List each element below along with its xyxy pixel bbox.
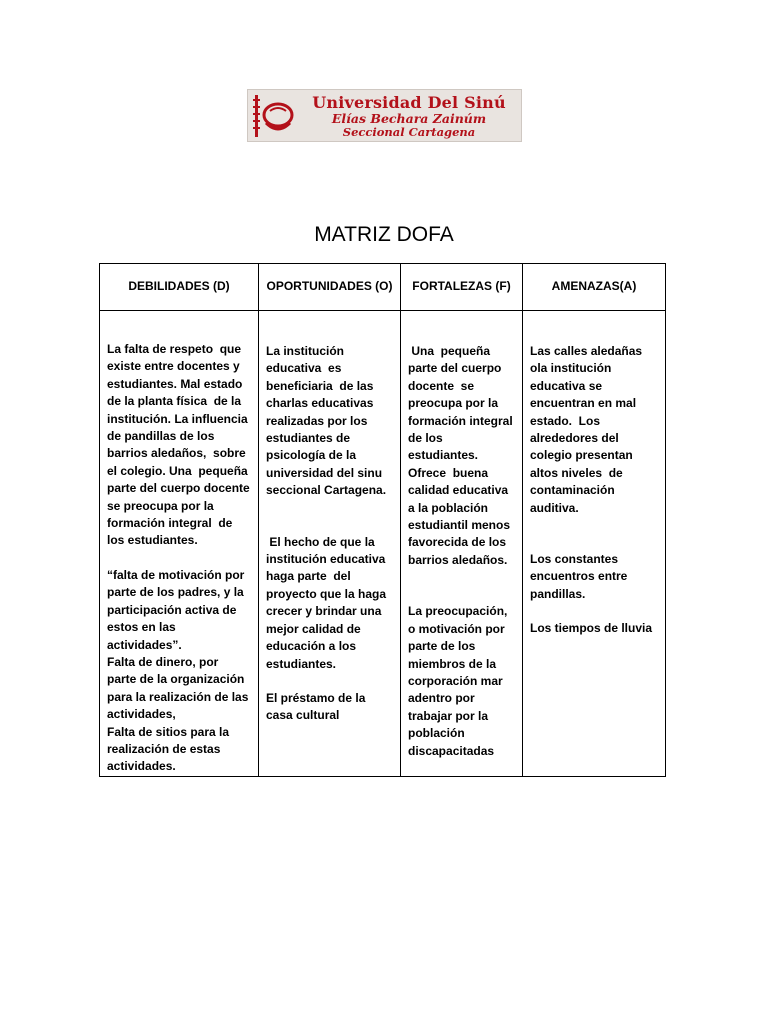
oportunidades-paragraph: La institución educativa es beneficiaria de las charlas educativas realizadas por los estudiantes de psicología de la universidad del sinu seccional Cartagena. <box>266 344 387 498</box>
dofa-matrix-table <box>99 263 666 777</box>
logo-university-name: Universidad Del Sinú <box>312 93 506 112</box>
logo-founder-name: Elías Bechara Zainúm <box>331 111 487 126</box>
oportunidades-paragraph: El hecho de que la institución educativa haga parte del proyecto que la haga crecer y brindar una mejor calidad de educación a los estudiantes. <box>266 534 390 671</box>
table-header-row <box>100 264 666 311</box>
table-row <box>100 311 666 777</box>
university-emblem-icon <box>252 93 296 139</box>
header-amenazas: AMENAZAS(A) <box>523 264 666 311</box>
cell-oportunidades <box>259 311 401 777</box>
page-title: MATRIZ DOFA <box>314 223 454 246</box>
university-logo <box>247 89 522 142</box>
header-fortalezas: FORTALEZAS (F) <box>401 264 523 311</box>
logo-campus-name: Seccional Cartagena <box>342 124 476 139</box>
debilidades-paragraph: La falta de respeto que existe entre docentes y estudiantes. Mal estado de la planta física de la institución. La influencia de pandillas de los barrios aledaños, sobre el colegio. Una pequeña parte del cuerpo docente se preocupa por la formación integral de los estudiantes. <box>107 342 257 548</box>
header-oportunidades: OPORTUNIDADES (O) <box>259 264 401 311</box>
header-debilidades: DEBILIDADES (D) <box>100 264 259 311</box>
logo-text <box>298 92 520 138</box>
cell-amenazas <box>523 311 666 777</box>
amenazas-paragraph: Los tiempos de lluvia <box>530 621 653 636</box>
cell-fortalezas <box>401 311 523 777</box>
amenazas-paragraph: Los constantes encuentros entre pandillas. <box>530 552 631 601</box>
oportunidades-paragraph: El préstamo de la casa cultural <box>266 690 369 723</box>
fortalezas-paragraph: La preocupación, o motivación por parte de los miembros de la corporación mar adentro por trabajar por la población discapacitadas <box>408 604 511 758</box>
amenazas-paragraph: Las calles aledañas ola institución educativa se encuentran en mal estado. Los alrededores del colegio presentan altos niveles de contaminación auditiva. <box>530 344 646 515</box>
cell-debilidades <box>100 311 259 777</box>
debilidades-paragraph: “falta de motivación por parte de los padres, y la participación activa de estos en las actividades”. Falta de dinero, por parte de la organización para la realización de las actividades, Falta de sitios para la realización de estas actividades. <box>107 567 249 774</box>
fortalezas-paragraph: Una pequeña parte del cuerpo docente se preocupa por la formación integral de los estudiantes. Ofrece buena calidad educativa a la población estudiantil menos favorecida de los barrios aledaños. <box>408 344 517 567</box>
